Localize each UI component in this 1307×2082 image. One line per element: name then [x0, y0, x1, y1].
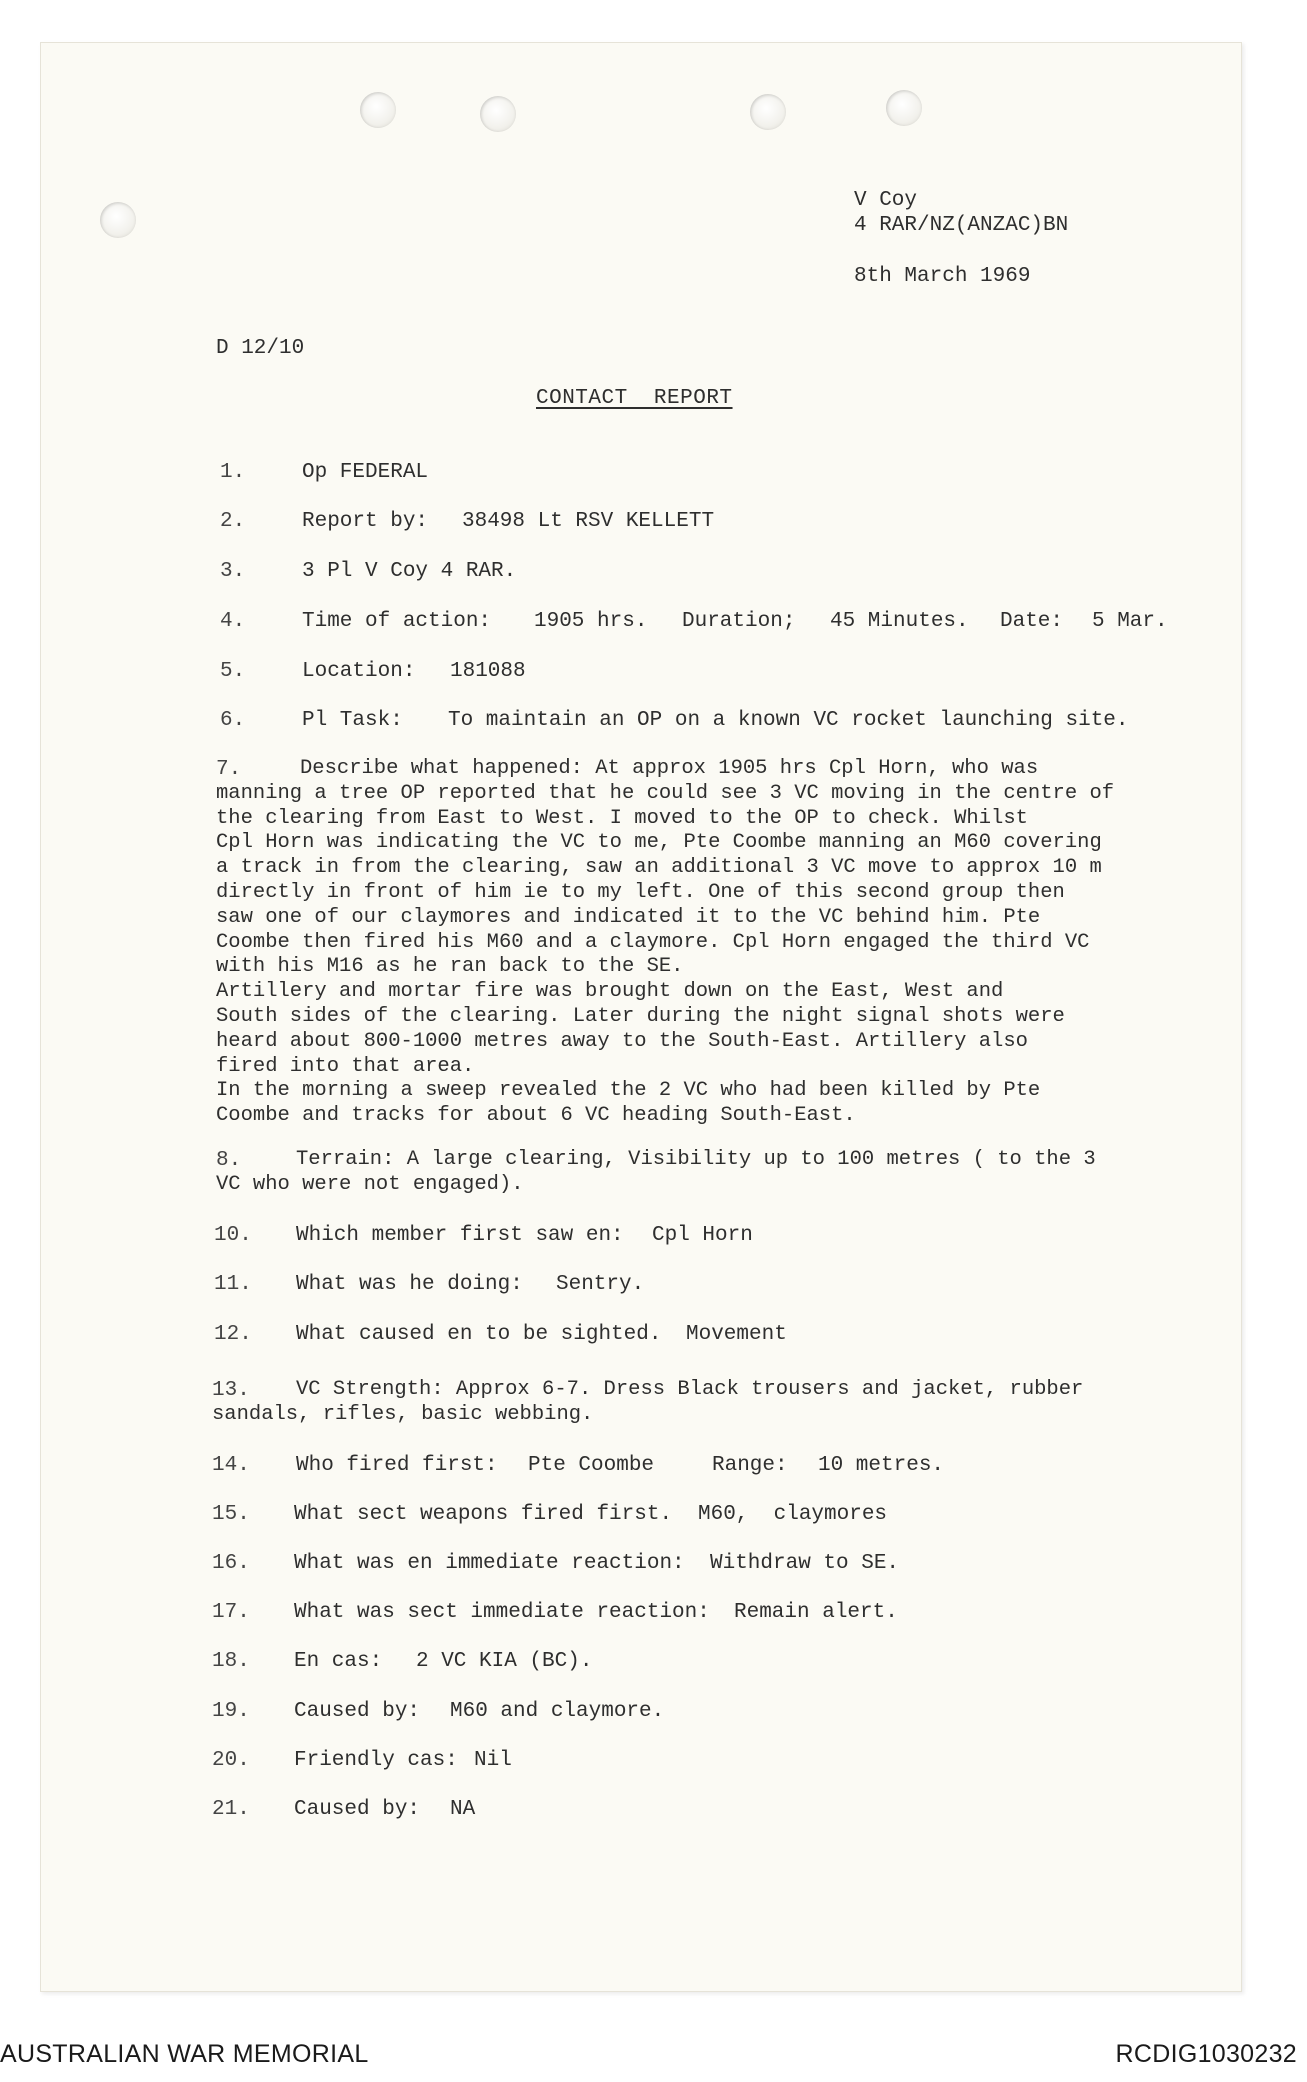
- item-value: 38498 Lt RSV KELLETT: [462, 510, 715, 533]
- item-label: Location:: [302, 660, 416, 683]
- item-value: Movement: [686, 1323, 787, 1346]
- item-number: 10.: [214, 1224, 252, 1247]
- footer-catalogue-id: RCDIG1030232: [1115, 2040, 1297, 2068]
- file-reference: D 12/10: [216, 337, 305, 360]
- item-label: Time of action:: [302, 610, 492, 633]
- item-text: Describe what happened: At approx 1905 hrs Cpl Horn, who was manning a tree OP reported that he could see 3 VC moving in the centre of the clearing from East to West. I moved to the OP to check. Whilst Cpl Horn was indicating the VC to me, Pte Coombe manning an M60 covering a track in from the clearing, saw an additional 3 VC move to approx 10 m directly in front of him ie to my left. One of this second group then saw one of our claymores and indicated it to the VC behind him. Pte Coombe then fired his M60 and a claymore. Cpl Horn engaged the third VC with his M16 as he ran back to the SE. Artillery and mortar fire was brought down on the East, West and South sides of the clearing. Later during the night signal shots were heard about 800-1000 metres away to the South-East. Artillery also fired into that area. In the morning a sweep revealed the 2 VC who had been killed by Pte Coombe and tracks for about 6 VC heading South-East.: [216, 757, 1115, 1128]
- item-number: 8.: [216, 1149, 242, 1172]
- item-date-value: 5 Mar.: [1092, 610, 1168, 633]
- item-value: To maintain an OP on a known VC rocket launching site.: [448, 709, 1129, 732]
- item-text: VC Strength: Approx 6-7. Dress Black trousers and jacket, rubber sandals, rifles, basic webbing.: [212, 1378, 1084, 1426]
- item-number: 17.: [212, 1601, 250, 1624]
- punch-hole: [100, 202, 136, 238]
- item-label: What caused en to be sighted.: [296, 1323, 662, 1346]
- item-label: What was en immediate reaction:: [294, 1552, 685, 1575]
- item-extra: Duration;: [682, 610, 796, 633]
- item-label: Caused by:: [294, 1798, 421, 1821]
- item-label: Op FEDERAL: [302, 461, 429, 484]
- item-number: 6.: [220, 709, 246, 732]
- item-number: 14.: [212, 1454, 250, 1477]
- item-number: 12.: [214, 1323, 252, 1346]
- item-number: 2.: [220, 510, 246, 533]
- item-text: Terrain: A large clearing, Visibility up to 100 metres ( to the 3 VC who were not engaged).: [216, 1148, 1096, 1196]
- item-range-label: Range:: [712, 1454, 788, 1477]
- punch-hole: [480, 96, 516, 132]
- item-number: 13.: [212, 1379, 250, 1402]
- item-label: Who fired first:: [296, 1454, 498, 1477]
- item-number: 21.: [212, 1798, 250, 1821]
- item-range-value: 10 metres.: [818, 1454, 945, 1477]
- item-duration: 45 Minutes.: [830, 610, 969, 633]
- item-label: Pl Task:: [302, 709, 403, 732]
- item-number: 11.: [214, 1273, 252, 1296]
- item-number: 18.: [212, 1650, 250, 1673]
- item-number: 16.: [212, 1552, 250, 1575]
- item-value: M60 and claymore.: [450, 1700, 665, 1723]
- item-number: 5.: [220, 660, 246, 683]
- item-label: What was sect immediate reaction:: [294, 1601, 710, 1624]
- punch-hole: [360, 92, 396, 128]
- item-label: What sect weapons fired first.: [294, 1503, 673, 1526]
- item-label: En cas:: [294, 1650, 383, 1673]
- item-number: 7.: [216, 758, 242, 781]
- report-title: CONTACT REPORT: [536, 387, 733, 410]
- item-date-label: Date:: [1000, 610, 1064, 633]
- item-value: Withdraw to SE.: [710, 1552, 900, 1575]
- unit-line-1: V Coy: [854, 189, 918, 212]
- document-page: [40, 42, 1242, 1992]
- item-value: Cpl Horn: [652, 1224, 753, 1247]
- item-value: 2 VC KIA (BC).: [416, 1650, 593, 1673]
- item-value: Pte Coombe: [528, 1454, 655, 1477]
- item-number: 19.: [212, 1700, 250, 1723]
- item-number: 20.: [212, 1749, 250, 1772]
- item-value: M60, claymores: [698, 1503, 888, 1526]
- item-value: NA: [450, 1798, 476, 1821]
- item-number: 4.: [220, 610, 246, 633]
- item-label: Report by:: [302, 510, 429, 533]
- item-label: 3 Pl V Coy 4 RAR.: [302, 560, 517, 583]
- unit-line-2: 4 RAR/NZ(ANZAC)BN: [854, 214, 1069, 237]
- footer-institution: AUSTRALIAN WAR MEMORIAL: [0, 2040, 369, 2068]
- item-number: 3.: [220, 560, 246, 583]
- item-value: 1905 hrs.: [534, 610, 648, 633]
- item-value: Sentry.: [556, 1273, 645, 1296]
- item-label: Which member first saw en:: [296, 1224, 624, 1247]
- document-date: 8th March 1969: [854, 265, 1031, 288]
- item-label: Caused by:: [294, 1700, 421, 1723]
- item-label: What was he doing:: [296, 1273, 523, 1296]
- item-value: 181088: [450, 660, 526, 683]
- item-value: Nil: [474, 1749, 512, 1772]
- item-label: Friendly cas:: [294, 1749, 458, 1772]
- item-number: 1.: [220, 461, 246, 484]
- punch-hole: [750, 94, 786, 130]
- item-value: Remain alert.: [734, 1601, 898, 1624]
- item-number: 15.: [212, 1503, 250, 1526]
- punch-hole: [886, 90, 922, 126]
